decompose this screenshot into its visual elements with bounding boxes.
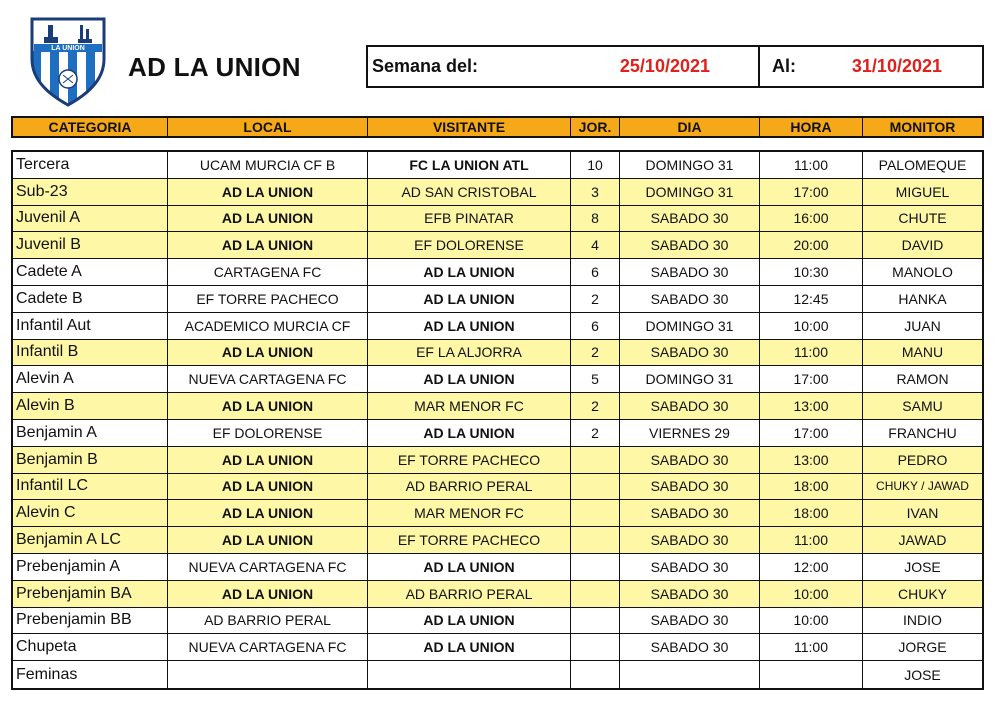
cell-hora: 10:00 xyxy=(760,608,863,634)
cell-categoria: Feminas xyxy=(13,661,168,688)
table-row xyxy=(13,179,982,206)
cell-hora: 11:00 xyxy=(760,527,863,553)
cell-categoria: Juvenil B xyxy=(13,232,168,258)
table-row xyxy=(13,661,982,688)
table-row xyxy=(13,206,982,233)
cell-local: ACADEMICO MURCIA CF xyxy=(168,313,368,339)
table-row xyxy=(13,527,982,554)
cell-monitor: HANKA xyxy=(898,290,947,307)
cell-local: NUEVA CARTAGENA FC xyxy=(168,366,368,392)
cell-jornada xyxy=(571,581,620,607)
cell-visitante: MAR MENOR FC xyxy=(368,393,571,419)
cell-jornada: 2 xyxy=(571,340,620,366)
cell-dia: SABADO 30 xyxy=(620,340,760,366)
table-row xyxy=(13,581,982,608)
club-crest-logo xyxy=(28,15,108,107)
cell-jornada: 4 xyxy=(571,232,620,258)
cell-local: CARTAGENA FC xyxy=(168,259,368,285)
cell-dia: SABADO 30 xyxy=(620,474,760,500)
cell-hora: 20:00 xyxy=(760,232,863,258)
cell-monitor: JOSE xyxy=(904,558,941,575)
table-row xyxy=(13,340,982,367)
table-header xyxy=(11,116,984,138)
cell-dia: SABADO 30 xyxy=(620,527,760,553)
cell-visitante: AD LA UNION xyxy=(368,420,571,446)
cell-dia: SABADO 30 xyxy=(620,232,760,258)
cell-dia: DOMINGO 31 xyxy=(620,152,760,178)
cell-monitor: CHUKY / JAWAD xyxy=(876,479,969,494)
cell-categoria: Alevin C xyxy=(13,500,168,526)
cell-visitante: MAR MENOR FC xyxy=(368,500,571,526)
cell-monitor: CHUKY xyxy=(897,585,947,602)
cell-categoria: Infantil B xyxy=(13,340,168,366)
cell-dia xyxy=(620,661,760,688)
cell-visitante: AD BARRIO PERAL xyxy=(368,581,571,607)
cell-jornada: 2 xyxy=(571,420,620,446)
cell-monitor: MANOLO xyxy=(892,264,953,281)
cell-hora: 12:45 xyxy=(760,286,863,312)
cell-jornada: 2 xyxy=(571,286,620,312)
cell-jornada xyxy=(571,608,620,634)
col-header-categoria: CATEGORIA xyxy=(13,118,168,136)
cell-categoria: Alevin B xyxy=(13,393,168,419)
cell-hora: 13:00 xyxy=(760,447,863,473)
cell-local xyxy=(168,661,368,688)
table-row xyxy=(13,608,982,635)
cell-hora: 11:00 xyxy=(760,152,863,178)
cell-dia: DOMINGO 31 xyxy=(620,179,760,205)
cell-monitor: PALOMEQUE xyxy=(878,156,967,173)
cell-local: UCAM MURCIA CF B xyxy=(168,152,368,178)
col-header-jornada: JOR. xyxy=(571,118,620,136)
week-to-date: 31/10/2021 xyxy=(851,56,942,76)
cell-monitor: JOSE xyxy=(904,666,941,683)
table-row xyxy=(13,259,982,286)
cell-jornada xyxy=(571,634,620,660)
cell-monitor: JORGE xyxy=(898,639,947,656)
cell-categoria: Prebenjamin A xyxy=(13,554,168,580)
table-row xyxy=(13,500,982,527)
cell-dia: SABADO 30 xyxy=(620,206,760,232)
week-from-date: 25/10/2021 xyxy=(498,47,760,86)
cell-local: AD LA UNION xyxy=(168,206,368,232)
cell-local: AD LA UNION xyxy=(168,527,368,553)
cell-monitor: JAWAD xyxy=(898,532,947,549)
cell-local: AD LA UNION xyxy=(168,340,368,366)
cell-categoria: Prebenjamin BA xyxy=(13,581,168,607)
cell-local: AD LA UNION xyxy=(168,232,368,258)
cell-visitante: EFB PINATAR xyxy=(368,206,571,232)
crest-text: LA UNION xyxy=(51,45,85,52)
table-row xyxy=(13,286,982,313)
cell-visitante: AD LA UNION xyxy=(368,313,571,339)
cell-visitante: EF TORRE PACHECO xyxy=(368,447,571,473)
cell-dia: SABADO 30 xyxy=(620,447,760,473)
cell-local: AD LA UNION xyxy=(168,393,368,419)
cell-visitante: AD LA UNION xyxy=(368,554,571,580)
cell-hora: 17:00 xyxy=(760,179,863,205)
cell-categoria: Infantil LC xyxy=(13,474,168,500)
table-row xyxy=(13,447,982,474)
cell-hora xyxy=(760,661,863,688)
cell-jornada: 8 xyxy=(571,206,620,232)
cell-jornada xyxy=(571,527,620,553)
cell-jornada xyxy=(571,554,620,580)
table-row xyxy=(13,393,982,420)
cell-local: AD LA UNION xyxy=(168,581,368,607)
cell-jornada xyxy=(571,447,620,473)
cell-categoria: Prebenjamin BB xyxy=(13,608,168,634)
cell-categoria: Cadete A xyxy=(13,259,168,285)
cell-local: EF TORRE PACHECO xyxy=(168,286,368,312)
cell-hora: 11:00 xyxy=(760,634,863,660)
cell-hora: 12:00 xyxy=(760,554,863,580)
col-header-local: LOCAL xyxy=(168,118,368,136)
cell-jornada: 2 xyxy=(571,393,620,419)
cell-local: NUEVA CARTAGENA FC xyxy=(168,634,368,660)
cell-hora: 10:00 xyxy=(760,313,863,339)
cell-visitante: AD LA UNION xyxy=(368,634,571,660)
cell-hora: 18:00 xyxy=(760,474,863,500)
cell-visitante: AD LA UNION xyxy=(368,286,571,312)
cell-hora: 10:30 xyxy=(760,259,863,285)
cell-categoria: Juvenil A xyxy=(13,206,168,232)
cell-categoria: Sub-23 xyxy=(13,179,168,205)
cell-categoria: Cadete B xyxy=(13,286,168,312)
cell-jornada xyxy=(571,661,620,688)
cell-dia: SABADO 30 xyxy=(620,286,760,312)
cell-local: NUEVA CARTAGENA FC xyxy=(168,554,368,580)
cell-visitante: AD LA UNION xyxy=(368,366,571,392)
cell-hora: 13:00 xyxy=(760,393,863,419)
cell-dia: SABADO 30 xyxy=(620,554,760,580)
cell-monitor: PEDRO xyxy=(897,451,948,468)
cell-visitante: AD LA UNION xyxy=(368,608,571,634)
cell-dia: DOMINGO 31 xyxy=(620,313,760,339)
cell-monitor: JUAN xyxy=(904,317,941,334)
cell-jornada: 6 xyxy=(571,259,620,285)
cell-dia: SABADO 30 xyxy=(620,634,760,660)
table-row xyxy=(13,152,982,179)
cell-visitante: FC LA UNION ATL xyxy=(368,152,571,178)
cell-monitor: INDIO xyxy=(903,612,942,629)
cell-dia: DOMINGO 31 xyxy=(620,366,760,392)
table-row xyxy=(13,366,982,393)
cell-dia: SABADO 30 xyxy=(620,608,760,634)
week-range-box xyxy=(366,45,984,88)
cell-jornada: 3 xyxy=(571,179,620,205)
cell-local: AD LA UNION xyxy=(168,179,368,205)
table-row xyxy=(13,232,982,259)
cell-categoria: Benjamin A xyxy=(13,420,168,446)
cell-visitante: AD BARRIO PERAL xyxy=(368,474,571,500)
club-name-title: AD LA UNION xyxy=(128,52,301,82)
cell-hora: 11:00 xyxy=(760,340,863,366)
table-row xyxy=(13,420,982,447)
cell-hora: 18:00 xyxy=(760,500,863,526)
cell-categoria: Benjamin B xyxy=(13,447,168,473)
cell-hora: 17:00 xyxy=(760,366,863,392)
cell-categoria: Benjamin A LC xyxy=(13,527,168,553)
matches-table xyxy=(11,150,984,690)
cell-categoria: Tercera xyxy=(13,152,168,178)
col-header-visitante: VISITANTE xyxy=(368,118,571,136)
cell-hora: 17:00 xyxy=(760,420,863,446)
cell-dia: VIERNES 29 xyxy=(620,420,760,446)
cell-categoria: Infantil Aut xyxy=(13,313,168,339)
cell-dia: SABADO 30 xyxy=(620,393,760,419)
cell-visitante xyxy=(368,661,571,688)
cell-jornada xyxy=(571,500,620,526)
table-row xyxy=(13,474,982,501)
cell-dia: SABADO 30 xyxy=(620,581,760,607)
cell-categoria: Chupeta xyxy=(13,634,168,660)
table-row xyxy=(13,313,982,340)
table-row xyxy=(13,554,982,581)
cell-local: AD LA UNION xyxy=(168,474,368,500)
cell-dia: SABADO 30 xyxy=(620,259,760,285)
week-to-label: Al: xyxy=(772,56,796,76)
cell-jornada xyxy=(571,474,620,500)
cell-dia: SABADO 30 xyxy=(620,500,760,526)
cell-monitor: FRANCHU xyxy=(888,424,957,441)
week-from-label: Semana del: xyxy=(372,56,479,76)
col-header-hora: HORA xyxy=(760,118,863,136)
cell-monitor: IVAN xyxy=(906,505,939,522)
cell-local: AD LA UNION xyxy=(168,500,368,526)
cell-monitor: SAMU xyxy=(902,398,943,415)
cell-local: AD LA UNION xyxy=(168,447,368,473)
cell-monitor: MANU xyxy=(901,344,944,361)
cell-monitor: MIGUEL xyxy=(895,183,950,200)
col-header-monitor: MONITOR xyxy=(889,119,956,135)
cell-visitante: AD LA UNION xyxy=(368,259,571,285)
cell-visitante: EF LA ALJORRA xyxy=(368,340,571,366)
cell-hora: 10:00 xyxy=(760,581,863,607)
cell-jornada: 6 xyxy=(571,313,620,339)
cell-jornada: 10 xyxy=(571,152,620,178)
cell-visitante: EF DOLORENSE xyxy=(368,232,571,258)
cell-hora: 16:00 xyxy=(760,206,863,232)
col-header-dia: DIA xyxy=(620,118,760,136)
cell-categoria: Alevin A xyxy=(13,366,168,392)
cell-local: AD BARRIO PERAL xyxy=(168,608,368,634)
cell-jornada: 5 xyxy=(571,366,620,392)
cell-monitor: CHUTE xyxy=(898,210,947,227)
cell-visitante: AD SAN CRISTOBAL xyxy=(368,179,571,205)
cell-local: EF DOLORENSE xyxy=(168,420,368,446)
cell-monitor: DAVID xyxy=(901,237,944,254)
table-row xyxy=(13,634,982,661)
cell-monitor: RAMON xyxy=(896,371,949,388)
cell-visitante: EF TORRE PACHECO xyxy=(368,527,571,553)
